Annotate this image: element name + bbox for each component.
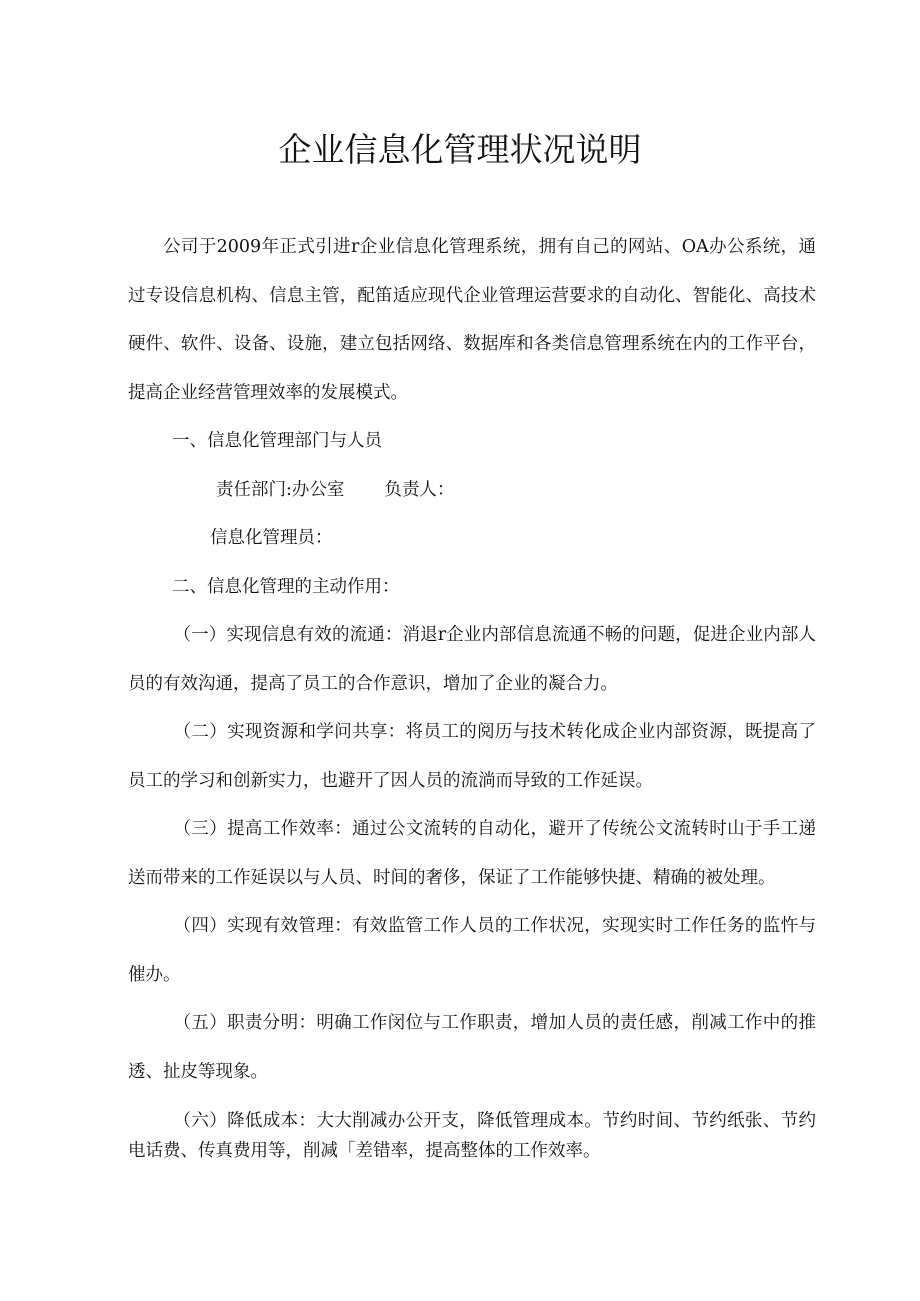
role-item-2: （二）实现资源和学问共享：将员工的阅历与技术转化成企业内部资源，既提高了员工的学习和创新实力，也避开了因人员的流淌而导致的工作延误。 — [128, 722, 816, 791]
role-item-1: （一）实现信息有效的流通：消退r企业内部信息流通不畅的问题，促进企业内部人员的有效沟通，提高了员工的合作意识，增加了企业的凝合力。 — [128, 625, 816, 694]
intro-paragraph: 公司于2009年正式引进r企业信息化管理系统，拥有自己的网站、OA办公系统，通过专设信息机构、信息主管，配笛适应现代企业管理运营要求的自动化、智能化、高技术硬件、软件、设备、设施，建立包括网络、数据库和各类信息管理系统在内的工作平台，提高企业经营管理效率的发展模式。 — [128, 237, 816, 403]
role-item-6: （六）降低成本：大大削减办公开支，降低管理成本。节约时间、节约纸张、节约电话费、传真费用等，削减「差错率，提高整体的工作效率。 — [128, 1111, 816, 1161]
role-item-5: （五）职责分明：明确工作闵位与工作职责，增加人员的责任感，削减工作中的推透、扯皮等现象。 — [128, 1013, 816, 1082]
responsible-department: 责任部门:办公室 — [216, 479, 345, 500]
role-item-3: （三）提高工作效率：通过公文流转的自动化，避开了传统公文流转时山于手工递送而带来的工作延误以与人员、时间的奢侈，保证了工作能够快捷、精确的被处理。 — [128, 819, 816, 888]
person-in-charge: 负责人： — [384, 479, 455, 500]
responsible-department-line — [128, 466, 816, 515]
role-item-4: （四）实现有效管理：有效监管工作人员的工作状况，实现实时工作任务的监忤与催办。 — [128, 916, 816, 985]
section-1-heading: 一、信息化管理部门与人员 — [172, 431, 382, 451]
section-2-heading: 二、信息化管理的主动作用： — [172, 576, 400, 597]
document-body — [128, 223, 816, 1166]
info-officer-line: 信息化管理员： — [210, 528, 333, 548]
document-title: 企业信息化管理状况说明 — [278, 130, 642, 169]
